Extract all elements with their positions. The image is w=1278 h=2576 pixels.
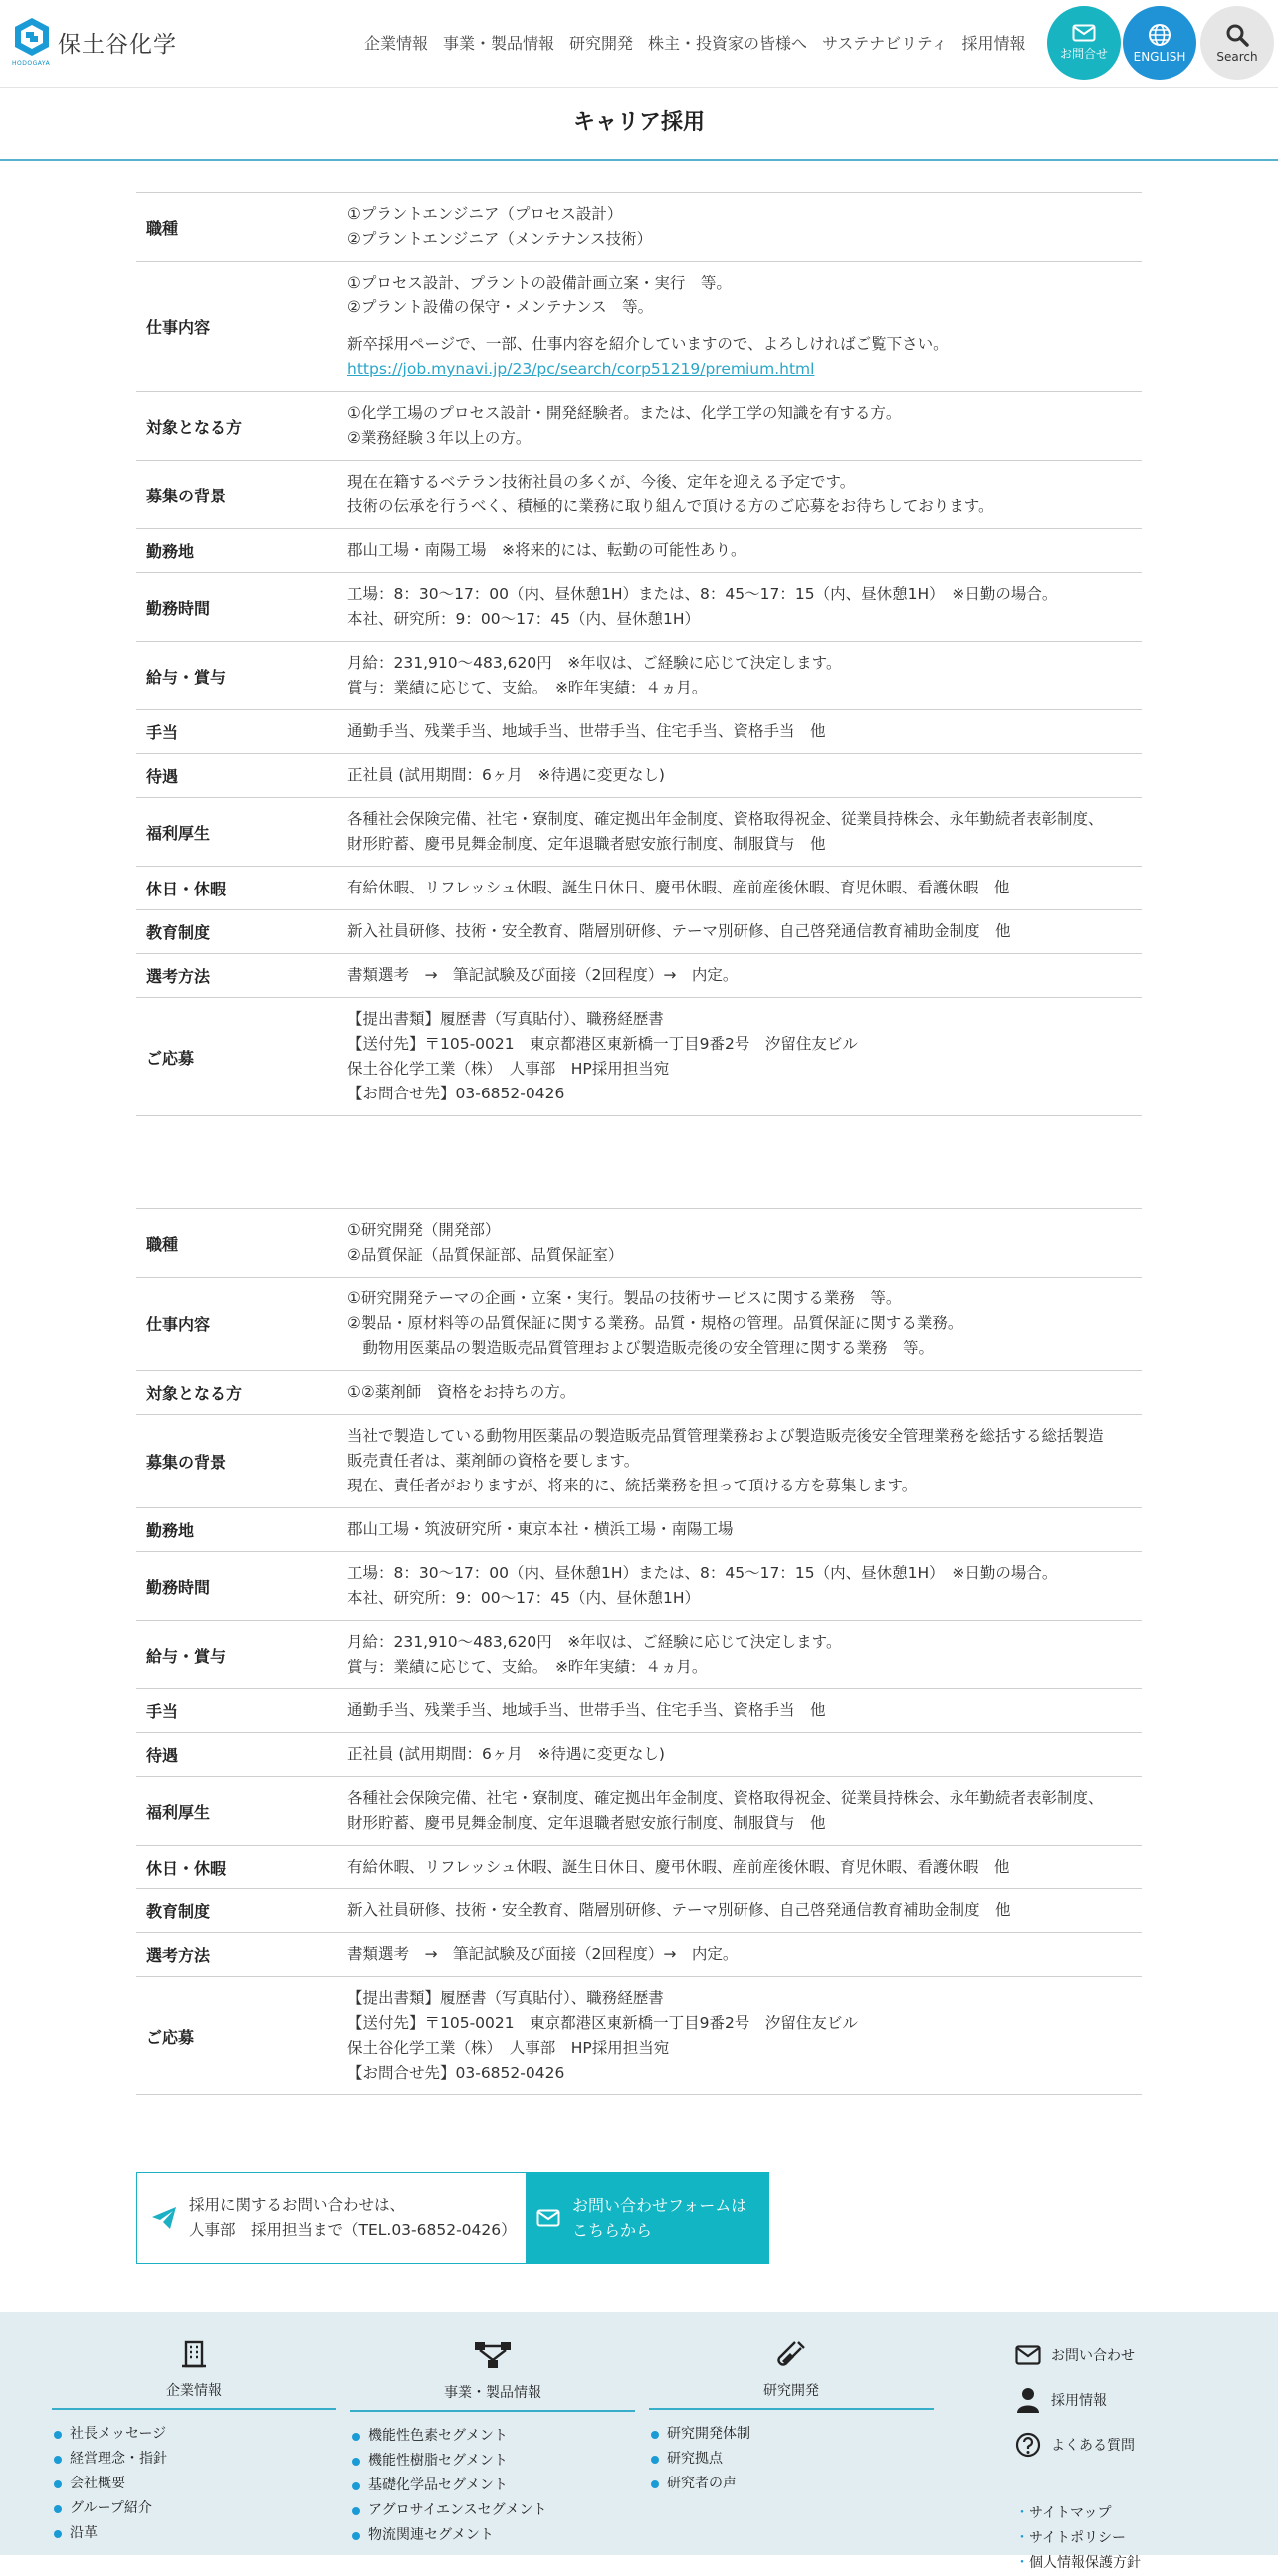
row-value <box>347 573 1142 641</box>
question-icon <box>1015 2432 1041 2458</box>
nav-item-investors[interactable]: 株主・投資家の皆様へ <box>648 34 808 53</box>
site-footer <box>0 2312 1278 2571</box>
mail-icon <box>1015 2345 1041 2365</box>
page-title: キャリア採用 <box>0 88 1278 161</box>
footer-col-research <box>649 2340 934 2496</box>
row-value <box>347 1278 1142 1370</box>
row-value <box>347 954 1142 997</box>
table-row <box>136 529 1142 573</box>
row-value-line: ①プラントエンジニア（プロセス設計） <box>347 205 623 223</box>
row-value <box>347 867 1142 909</box>
nav-item-sustainability[interactable]: サステナビリティ <box>822 34 948 53</box>
logo-text: 保土谷化学 <box>58 32 177 58</box>
footer-link[interactable]: グループ紹介 <box>52 2496 336 2521</box>
footer-link[interactable]: 社長メッセージ <box>52 2422 336 2447</box>
footer-col-research-head[interactable] <box>649 2340 934 2410</box>
footer-link[interactable]: 研究開発体制 <box>649 2422 934 2447</box>
row-value <box>347 1846 1142 1888</box>
job-info-link[interactable]: https://job.mynavi.jp/23/pc/search/corp51219/premium.html <box>347 360 815 378</box>
row-value <box>347 461 1142 528</box>
table-row <box>136 262 1142 392</box>
site-header <box>0 0 1278 88</box>
row-value <box>347 1552 1142 1620</box>
row-value <box>347 754 1142 797</box>
footer-link[interactable]: 会社概要 <box>52 2472 336 2496</box>
footer-recruit-label: 採用情報 <box>1051 2392 1107 2409</box>
row-value-line: 財形貯蓄、慶弔見舞金制度、定年退職者慰安旅行制度、制服貸与 他 <box>347 1814 826 1832</box>
table-row <box>136 1278 1142 1371</box>
table-row <box>136 1621 1142 1689</box>
logo-mark-icon <box>12 16 52 68</box>
row-value <box>347 193 1142 261</box>
row-label: 職種 <box>146 1234 179 1254</box>
footer-col-company <box>52 2340 336 2546</box>
row-value-line: 【提出書類】履歴書（写真貼付）、職務経歴書 <box>347 1989 664 2007</box>
row-value <box>347 1689 1142 1732</box>
footer-contact-link[interactable] <box>1015 2332 1224 2377</box>
footer-col-products-head[interactable] <box>350 2340 635 2412</box>
row-value <box>347 1733 1142 1776</box>
footer-link[interactable]: アグロサイエンスセグメント <box>350 2498 635 2523</box>
row-label: 給与・賞与 <box>146 667 227 687</box>
table-row <box>136 1777 1142 1846</box>
table-row <box>136 954 1142 998</box>
table-row <box>136 1552 1142 1621</box>
footer-link[interactable]: 経営理念・指針 <box>52 2447 336 2472</box>
table-row <box>136 910 1142 954</box>
footer-contact-label: お問い合わせ <box>1051 2347 1135 2364</box>
row-value-line: ①研究開発（開発部） <box>347 1221 501 1239</box>
search-button-label: Search <box>1216 49 1258 64</box>
footer-link[interactable]: 物流関連セグメント <box>350 2523 635 2548</box>
row-label: 仕事内容 <box>146 317 211 337</box>
table-row <box>136 1689 1142 1733</box>
row-value <box>347 1621 1142 1688</box>
row-value-line: 【送付先】〒105-0021 東京都港区東新橋一丁目9番2号 汐留住友ビル <box>347 1035 858 1053</box>
recruit-contact-line2: 人事部 採用担当まで（TEL.03-6852-0426） <box>189 2221 517 2239</box>
footer-faq-link[interactable] <box>1015 2422 1224 2467</box>
footer-faq-label: よくある質問 <box>1051 2437 1135 2454</box>
table-row <box>136 642 1142 710</box>
row-label: 手当 <box>146 723 179 742</box>
row-label: 福利厚生 <box>146 1802 211 1822</box>
row-value <box>347 1889 1142 1932</box>
row-label: 教育制度 <box>146 1902 211 1921</box>
paper-plane-icon <box>151 2206 177 2230</box>
row-value-line: 賞与：業績に応じて、支給。 ※昨年実績：４ヵ月。 <box>347 679 708 696</box>
footer-link[interactable]: 基礎化学品セグメント <box>350 2474 635 2498</box>
row-value-line: 新入社員研修、技術・安全教育、階層別研修、テーマ別研修、自己啓発通信教育補助金制度 他 <box>347 922 1011 940</box>
row-value-line: 郡山工場・筑波研究所・東京本社・横浜工場・南陽工場 <box>347 1520 734 1538</box>
row-value <box>347 1977 1142 2094</box>
table-row <box>136 1977 1142 2095</box>
row-value-line: 各種社会保険完備、社宅・寮制度、確定拠出年金制度、資格取得祝金、従業員持株会、永年勤続者表彰制度、 <box>347 1789 1104 1807</box>
row-label: 教育制度 <box>146 923 211 942</box>
row-value-line: 【お問合せ先】03-6852-0426 <box>347 1085 565 1102</box>
recruit-contact-phone <box>136 2172 527 2264</box>
row-value-line: 新卒採用ページで、一部、仕事内容を紹介していますので、よろしければご覧下さい。 <box>347 335 949 353</box>
footer-col-company-head[interactable] <box>52 2340 336 2410</box>
search-icon <box>1225 23 1249 47</box>
table-row <box>136 1733 1142 1777</box>
footer-sitemap-link[interactable]: ・ サイトマップ <box>1015 2501 1224 2526</box>
row-value-line: 有給休暇、リフレッシュ休暇、誕生日休日、慶弔休暇、産前産後休暇、育児休暇、看護休暇 他 <box>347 1858 1010 1876</box>
logo-sub-text: HODOGAYA <box>12 60 51 67</box>
table-row <box>136 461 1142 529</box>
row-value <box>347 1777 1142 1845</box>
row-value-line: 当社で製造している動物用医薬品の製造販売品質管理業務および製造販売後安全管理業務を総括する総括製造 <box>347 1427 1104 1445</box>
company-logo[interactable] <box>12 16 177 68</box>
row-value-line: 新入社員研修、技術・安全教育、階層別研修、テーマ別研修、自己啓発通信教育補助金制度 他 <box>347 1901 1011 1919</box>
row-value <box>347 1371 1142 1414</box>
nav-item-research[interactable]: 研究開発 <box>569 34 634 53</box>
table-row <box>136 1846 1142 1889</box>
mail-icon <box>1072 24 1096 42</box>
row-value <box>347 1209 1142 1277</box>
table-row <box>136 710 1142 754</box>
row-value-line: 月給：231,910～483,620円 ※年収は、ご経験に応じて決定します。 <box>347 1633 842 1651</box>
contact-button[interactable] <box>1047 6 1121 80</box>
line-spacer <box>347 320 1142 332</box>
row-label: 勤務地 <box>146 1521 195 1540</box>
row-value-line: 書類選考 → 筆記試験及び面接（2回程度）→ 内定。 <box>347 966 739 984</box>
row-value-line: 正社員 (試用期間：6ヶ月 ※待遇に変更なし) <box>347 766 665 784</box>
row-value-line: 書類選考 → 筆記試験及び面接（2回程度）→ 内定。 <box>347 1945 739 1963</box>
row-value-line: 各種社会保険完備、社宅・寮制度、確定拠出年金制度、資格取得祝金、従業員持株会、永年勤続者表彰制度、 <box>347 810 1104 828</box>
row-label: 勤務時間 <box>146 1577 211 1597</box>
row-label: 休日・休暇 <box>146 1859 227 1878</box>
row-value-line: 工場：8：30～17：00（内、昼休憩1H）または、8：45～17：15（内、昼休憩1H） ※日勤の場合。 <box>347 585 1058 603</box>
contact-form-line1: お問い合わせフォームは <box>572 2196 747 2215</box>
row-value-line: 通勤手当、残業手当、地域手当、世帯手当、住宅手当、資格手当 他 <box>347 1701 826 1719</box>
row-value-line: 有給休暇、リフレッシュ休暇、誕生日休日、慶弔休暇、産前産後休暇、育児休暇、看護休暇 他 <box>347 879 1010 896</box>
row-value-line: 技術の伝承を行うべく、積極的に業務に取り組んで頂ける方のご応募をお待ちしております。 <box>347 497 994 515</box>
row-value <box>347 392 1142 460</box>
row-value <box>347 262 1142 391</box>
row-label: 対象となる方 <box>146 417 243 437</box>
nav-item-recruit[interactable]: 採用情報 <box>961 34 1026 53</box>
person-icon <box>1015 2387 1041 2413</box>
table-row <box>136 1889 1142 1933</box>
table-row <box>136 193 1142 262</box>
mail-icon <box>536 2209 560 2227</box>
row-value <box>347 1415 1142 1507</box>
row-value-line: 【提出書類】履歴書（写真貼付）、職務経歴書 <box>347 1010 664 1028</box>
row-value-line: ①研究開発テーマの企画・立案・実行。製品の技術サービスに関する業務 等。 <box>347 1289 902 1307</box>
row-value-line: 保土谷化学工業（株） 人事部 HP採用担当宛 <box>347 1060 670 1078</box>
global-nav <box>364 31 1041 54</box>
test-tube-icon <box>776 2340 806 2368</box>
recruit-contact-line1: 採用に関するお問い合わせは、 <box>189 2196 406 2214</box>
row-value-line: 動物用医薬品の製造販売品質管理および製造販売後の安全管理に関する業務 等。 <box>347 1339 935 1357</box>
row-value-line: 正社員 (試用期間：6ヶ月 ※待遇に変更なし) <box>347 1745 665 1763</box>
row-label: 仕事内容 <box>146 1315 211 1334</box>
row-value-line: ②品質保証（品質保証部、品質保証室） <box>347 1246 624 1264</box>
row-value-line: 本社、研究所：9：00～17：45（内、昼休憩1H） <box>347 610 701 628</box>
row-label: 待遇 <box>146 1746 179 1765</box>
table-row <box>136 1933 1142 1977</box>
row-value-line: 現在、責任者がおりますが、将来的に、統括業務を担って頂ける方を募集します。 <box>347 1477 918 1494</box>
nav-item-company[interactable]: 企業情報 <box>364 34 429 53</box>
row-label: 福利厚生 <box>146 823 211 843</box>
contact-form-button[interactable] <box>527 2172 769 2264</box>
row-value-line: 【お問合せ先】03-6852-0426 <box>347 2064 565 2081</box>
row-value-line: ②業務経験３年以上の方。 <box>347 429 532 447</box>
row-label: 職種 <box>146 218 179 238</box>
row-value-line: ②プラントエンジニア（メンテナンス技術） <box>347 230 653 248</box>
footer-sitepolicy-link[interactable]: ・ サイトポリシー <box>1015 2526 1224 2551</box>
table-row <box>136 1415 1142 1508</box>
row-label: 休日・休暇 <box>146 880 227 898</box>
row-value-line: 現在在籍するベテラン技術社員の多くが、今後、定年を迎える予定です。 <box>347 473 856 491</box>
job-table-plant-engineer <box>136 192 1142 1116</box>
footer-col-company-title: 企業情報 <box>166 2383 222 2399</box>
row-value-line: 通勤手当、残業手当、地域手当、世帯手当、住宅手当、資格手当 他 <box>347 722 826 740</box>
job-table-research-quality <box>136 1208 1142 2095</box>
english-button-label: ENGLISH <box>1133 49 1186 64</box>
table-row <box>136 392 1142 461</box>
row-label: 勤務時間 <box>146 598 211 618</box>
row-label: 募集の背景 <box>146 1453 227 1472</box>
contact-form-line2: こちらから <box>572 2221 653 2240</box>
row-value-line: 賞与：業績に応じて、支給。 ※昨年実績：４ヵ月。 <box>347 1658 708 1676</box>
footer-link[interactable]: 機能性樹脂セグメント <box>350 2449 635 2474</box>
footer-link[interactable]: 研究拠点 <box>649 2447 934 2472</box>
row-value <box>347 1933 1142 1976</box>
row-value-line: ②プラント設備の保守・メンテナンス 等。 <box>347 298 654 316</box>
row-label: 対象となる方 <box>146 1384 243 1403</box>
row-value-line: ①化学工場のプロセス設計・開発経験者。または、化学工学の知識を有する方。 <box>347 404 902 422</box>
table-row <box>136 1371 1142 1415</box>
table-row <box>136 573 1142 642</box>
row-value-line: 販売責任者は、薬剤師の資格を要します。 <box>347 1452 640 1470</box>
row-value-line: 保土谷化学工業（株） 人事部 HP採用担当宛 <box>347 2039 670 2057</box>
footer-link[interactable]: 研究者の声 <box>649 2472 934 2496</box>
contact-button-label: お問合せ <box>1059 47 1108 61</box>
row-label: 募集の背景 <box>146 486 227 505</box>
row-value <box>347 910 1142 953</box>
globe-icon <box>1148 23 1172 47</box>
row-label: ご応募 <box>146 1048 195 1068</box>
row-value-line: ①②薬剤師 資格をお持ちの方。 <box>347 1383 576 1401</box>
row-label: 待遇 <box>146 767 179 786</box>
network-icon <box>473 2340 513 2370</box>
row-value-line: 【送付先】〒105-0021 東京都港区東新橋一丁目9番2号 汐留住友ビル <box>347 2014 858 2032</box>
row-value <box>347 998 1142 1115</box>
row-value-line: 財形貯蓄、慶弔見舞金制度、定年退職者慰安旅行制度、制服貸与 他 <box>347 835 826 853</box>
table-row <box>136 867 1142 910</box>
row-label: 勤務地 <box>146 542 195 561</box>
footer-col-products <box>350 2340 635 2548</box>
table-row <box>136 798 1142 867</box>
row-value <box>347 798 1142 866</box>
nav-item-products[interactable]: 事業・製品情報 <box>443 34 555 53</box>
footer-side-links <box>1015 2332 1224 2576</box>
row-value-line: 郡山工場・南陽工場 ※将来的には、転勤の可能性あり。 <box>347 541 746 559</box>
recruit-contact-box <box>136 2172 769 2264</box>
row-value-line: ①プロセス設計、プラントの設備計画立案・実行 等。 <box>347 274 732 292</box>
footer-link[interactable]: 機能性色素セグメント <box>350 2424 635 2449</box>
table-row <box>136 998 1142 1116</box>
table-row <box>136 754 1142 798</box>
row-label: 選考方法 <box>146 967 211 986</box>
table-row <box>136 1508 1142 1552</box>
row-label: 給与・賞与 <box>146 1646 227 1666</box>
building-icon <box>181 2340 207 2368</box>
footer-col-research-title: 研究開発 <box>763 2383 819 2399</box>
row-value <box>347 642 1142 709</box>
row-value-line: 本社、研究所：9：00～17：45（内、昼休憩1H） <box>347 1589 701 1607</box>
footer-recruit-link[interactable] <box>1015 2377 1224 2422</box>
row-value <box>347 1508 1142 1551</box>
row-value <box>347 710 1142 753</box>
row-value <box>347 529 1142 572</box>
search-button[interactable] <box>1200 6 1274 80</box>
row-label: ご応募 <box>146 2027 195 2047</box>
footer-col-products-title: 事業・製品情報 <box>444 2385 541 2401</box>
footer-privacy-link[interactable]: ・ 個人情報保護方針 <box>1015 2551 1224 2576</box>
english-button[interactable] <box>1123 6 1196 80</box>
row-value-line: 月給：231,910～483,620円 ※年収は、ご経験に応じて決定します。 <box>347 654 842 672</box>
table-row <box>136 1209 1142 1278</box>
row-label: 選考方法 <box>146 1946 211 1965</box>
footer-link[interactable]: 沿革 <box>52 2521 336 2546</box>
row-label: 手当 <box>146 1702 179 1721</box>
row-value-line: 工場：8：30～17：00（内、昼休憩1H）または、8：45～17：15（内、昼休憩1H） ※日勤の場合。 <box>347 1564 1058 1582</box>
row-value-line: ②製品・原材料等の品質保証に関する業務。品質・規格の管理。品質保証に関する業務。 <box>347 1314 963 1332</box>
